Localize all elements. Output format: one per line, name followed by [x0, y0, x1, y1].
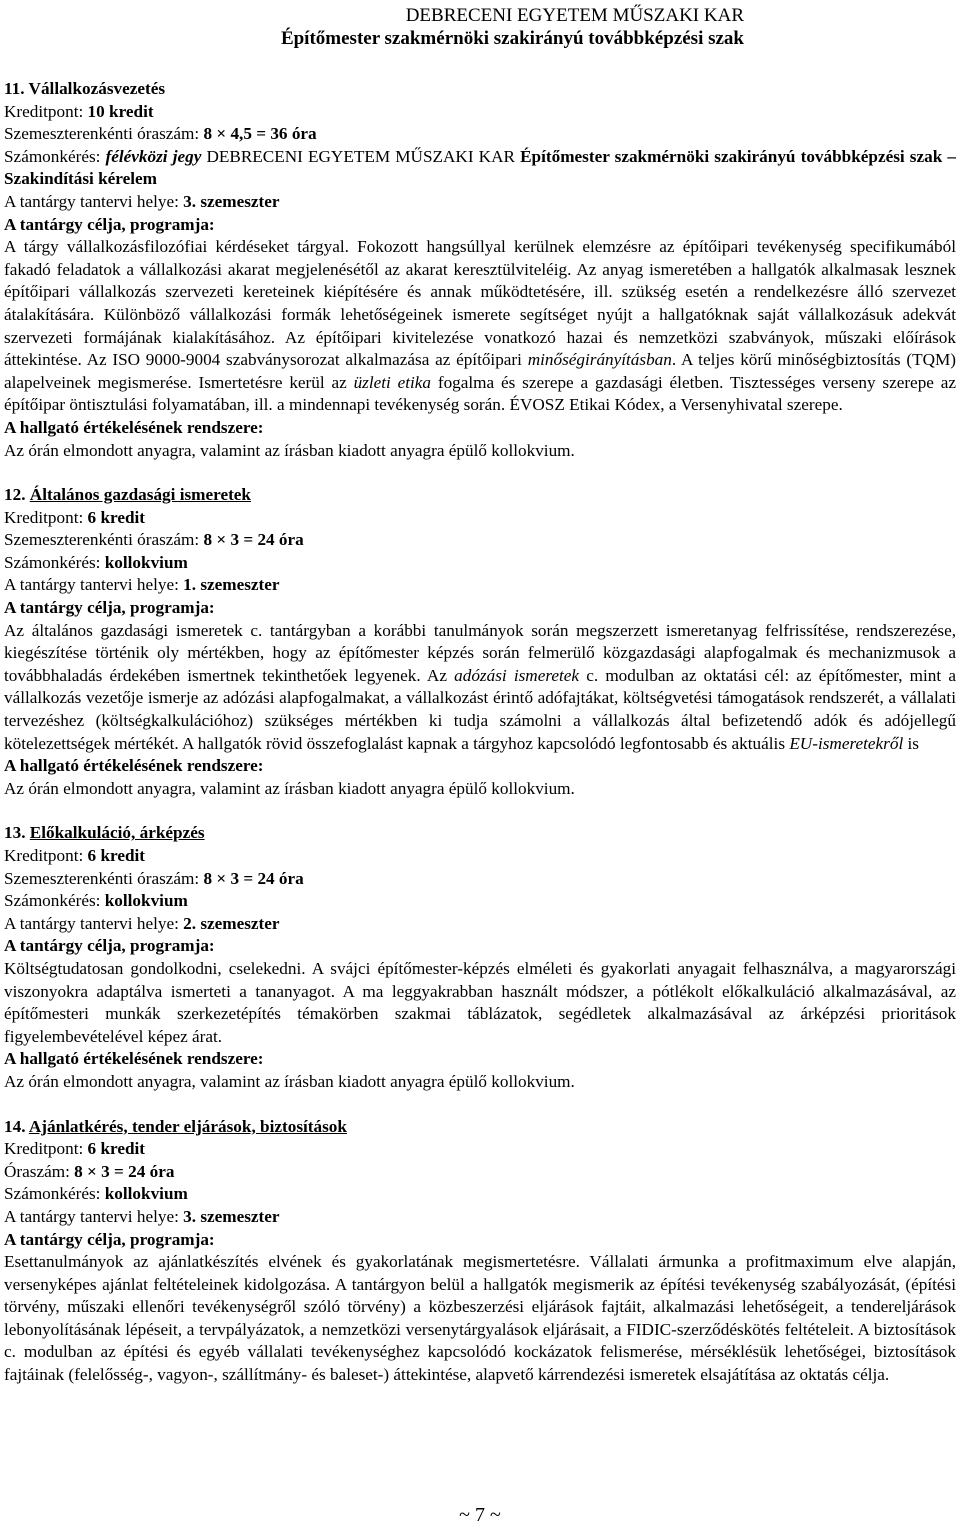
- exam-line: Számonkérés: félévközi jegy DEBRECENI EGYETEM MŰSZAKI KAR Építőmester szakmérnöki szakirányú továbbképzési szak – Szakindítási kérelem: [4, 146, 956, 189]
- hours-line: Szemeszterenkénti óraszám: 8 × 3 = 24 óra: [4, 868, 304, 888]
- header-university: DEBRECENI EGYETEM MŰSZAKI KAR: [405, 5, 744, 26]
- exam-line: Számonkérés: kollokvium: [4, 891, 188, 911]
- goal-heading: A tantárgy célja, programja:: [4, 214, 215, 234]
- credit-line: Kreditpont: 10 kredit: [4, 101, 154, 121]
- goal-heading: A tantárgy célja, programja:: [4, 936, 215, 956]
- evaluation-heading: A hallgató értékelésének rendszere:: [4, 756, 264, 776]
- header-program: Építőmester szakmérnöki szakirányú továbbképzési szak: [280, 28, 744, 49]
- course-title: 11. Vállalkozásvezetés: [4, 79, 166, 98]
- evaluation-heading: A hallgató értékelésének rendszere:: [4, 1049, 264, 1069]
- semester-line: A tantárgy tantervi helye: 3. szemeszter: [4, 1206, 280, 1226]
- page-header: [281, 4, 744, 50]
- course-section-14: [4, 1116, 956, 1387]
- course-section-12: [4, 484, 956, 800]
- hours-line: Óraszám: 8 × 3 = 24 óra: [4, 1161, 175, 1181]
- semester-line: A tantárgy tantervi helye: 3. szemeszter: [4, 191, 280, 211]
- goal-text: Az általános gazdasági ismeretek c. tantárgyban a korábbi tanulmányok során megszerzett ismeretanyag felfrissítése, rendszerezése, kiegészítése történik oly mértékben, hogy az építőmester képzés során felmerülő közgazdasági alapfogalmak és mechanizmusok a továbbhaladás érdekében ismertnek tekinthetőek legyenek. Az adózási ismeretek c. modulban az oktatási cél: az építőmester, mint a vállalkozás vezetője ismerje az adózási alapfogalmakat, a vállalkozást érintő adófajtákat, költségvetési támogatások rendszerét, a vállalati tervezéshez (költségkalkulációhoz) szükséges mértékben ki tudja számolni a vállalkozás által befizetendő adók és adójellegű kötelezettségek mértékét. A hallgatók rövid összefoglalást kapnak a tárgyhoz kapcsolódó legfontosabb és aktuális EU-ismeretekről is: [4, 620, 956, 753]
- credit-line: Kreditpont: 6 kredit: [4, 846, 146, 865]
- course-title: 14. Ajánlatkérés, tender eljárások, biztosítások: [4, 1116, 347, 1136]
- goal-text: Esettanulmányok az ajánlatkészítés elvének és gyakorlatának megismertetésre. Vállalati ármunka a profitmaximum elve alapján, versenyképes ajánlat feltételeinek kidolgozása. A tantárgyon belül a hallgatók megismerik az építési tevékenység szabályozását, (építési törvény, műszaki ellenőri tevékenységről szóló törvény) a közbeszerzési eljárások fajtáit, alkalmazási lehetőségeit, a tendereljárások lebonyolításának lépéseit, a tervpályázatok, a nemzetközi versenytárgyalások eljárásait, a FIDIC-szerződéskötés feltételeit. A biztosítások c. modulban az építési és egyéb vállalati tevékenységhez kapcsolódó kockázatok felismerése, mérséklésük lehetőségei, biztosítások fajtáinak (felelősség-, vagyon-, szállítmány- és baleset-) áttekintése, alapvető kárrendezési ismeretek elsajátítása az oktatás célja.: [4, 1252, 956, 1385]
- course-title: 12. Általános gazdasági ismeretek: [4, 485, 251, 505]
- semester-line: A tantárgy tantervi helye: 1. szemeszter: [4, 575, 280, 595]
- goal-text: Költségtudatosan gondolkodni, cselekedni. A svájci építőmester-képzés elméleti és gyakorlati anyagait felhasználva, a magyarországi viszonyokra adaptálva ismerteti a tananyagot. A ma leggyakrabban használt módszer, a pótlékolt előkalkuláció alkalmazásával, az építőmesteri munkák szerkezetépítés témakörben szakmai táblázatok, segédletek alkalmazásával az árképzési prioritások figyelembevételével képez árat.: [4, 958, 956, 1046]
- document-body: [4, 78, 956, 1387]
- course-section-11: [4, 78, 956, 462]
- goal-text: A tárgy vállalkozásfilozófiai kérdéseket tárgyal. Fokozott hangsúllyal kerülnek elemzésre az építőipari tevékenység specifikumából fakadó feladatok a vállalkozási akarat megjelenésétől az akarat keresztülviteléig. Az anyag ismeretében a hallgatók alkalmasak lesznek építőipari vállalkozás szervezeti kereteinek kiépítésére és annak működtetésére, ill. szükség esetén a rendelkezésre álló szervezet átalakítására. Különböző vállalkozási formák lehetőségeinek ismerete segítséget nyújt a hallgatóknak saját vállalkozásuk adekvát szervezeti formájának kialakításához. Az építőipari kivitelezése vonatkozó hazai és nemzetközi szabványok, műszaki előírások áttekintése. Az ISO 9000-9004 szabványsorozat alkalmazása az építőipari minőségirányításban. A teljes körű minőségbiztosítás (TQM) alapelveinek megismerése. Ismertetésre kerül az üzleti etika fogalma és szerepe a gazdasági életben. Tisztességes verseny szerepe az építőipar öntisztulási folyamatában, ill. a mindennapi tevékenység során. ÉVOSZ Etikai Kódex, a Versenyhivatal szerepe.: [4, 237, 956, 415]
- evaluation-text: Az órán elmondott anyagra, valamint az írásban kiadott anyagra épülő kollokvium.: [4, 440, 575, 460]
- evaluation-text: Az órán elmondott anyagra, valamint az írásban kiadott anyagra épülő kollokvium.: [4, 778, 575, 798]
- hours-line: Szemeszterenkénti óraszám: 8 × 3 = 24 óra: [4, 530, 304, 550]
- exam-line: Számonkérés: kollokvium: [4, 552, 188, 572]
- goal-heading: A tantárgy célja, programja:: [4, 598, 215, 618]
- course-title: 13. Előkalkuláció, árképzés: [4, 823, 205, 843]
- semester-line: A tantárgy tantervi helye: 2. szemeszter: [4, 913, 280, 933]
- evaluation-heading: A hallgató értékelésének rendszere:: [4, 417, 264, 437]
- evaluation-text: Az órán elmondott anyagra, valamint az írásban kiadott anyagra épülő kollokvium.: [4, 1071, 575, 1091]
- credit-line: Kreditpont: 6 kredit: [4, 1139, 146, 1159]
- goal-heading: A tantárgy célja, programja:: [4, 1229, 215, 1249]
- exam-line: Számonkérés: kollokvium: [4, 1184, 188, 1204]
- credit-line: Kreditpont: 6 kredit: [4, 507, 146, 527]
- course-section-13: [4, 822, 956, 1093]
- hours-line: Szemeszterenkénti óraszám: 8 × 4,5 = 36 óra: [4, 124, 317, 144]
- page-number: ~ 7 ~: [459, 1504, 501, 1526]
